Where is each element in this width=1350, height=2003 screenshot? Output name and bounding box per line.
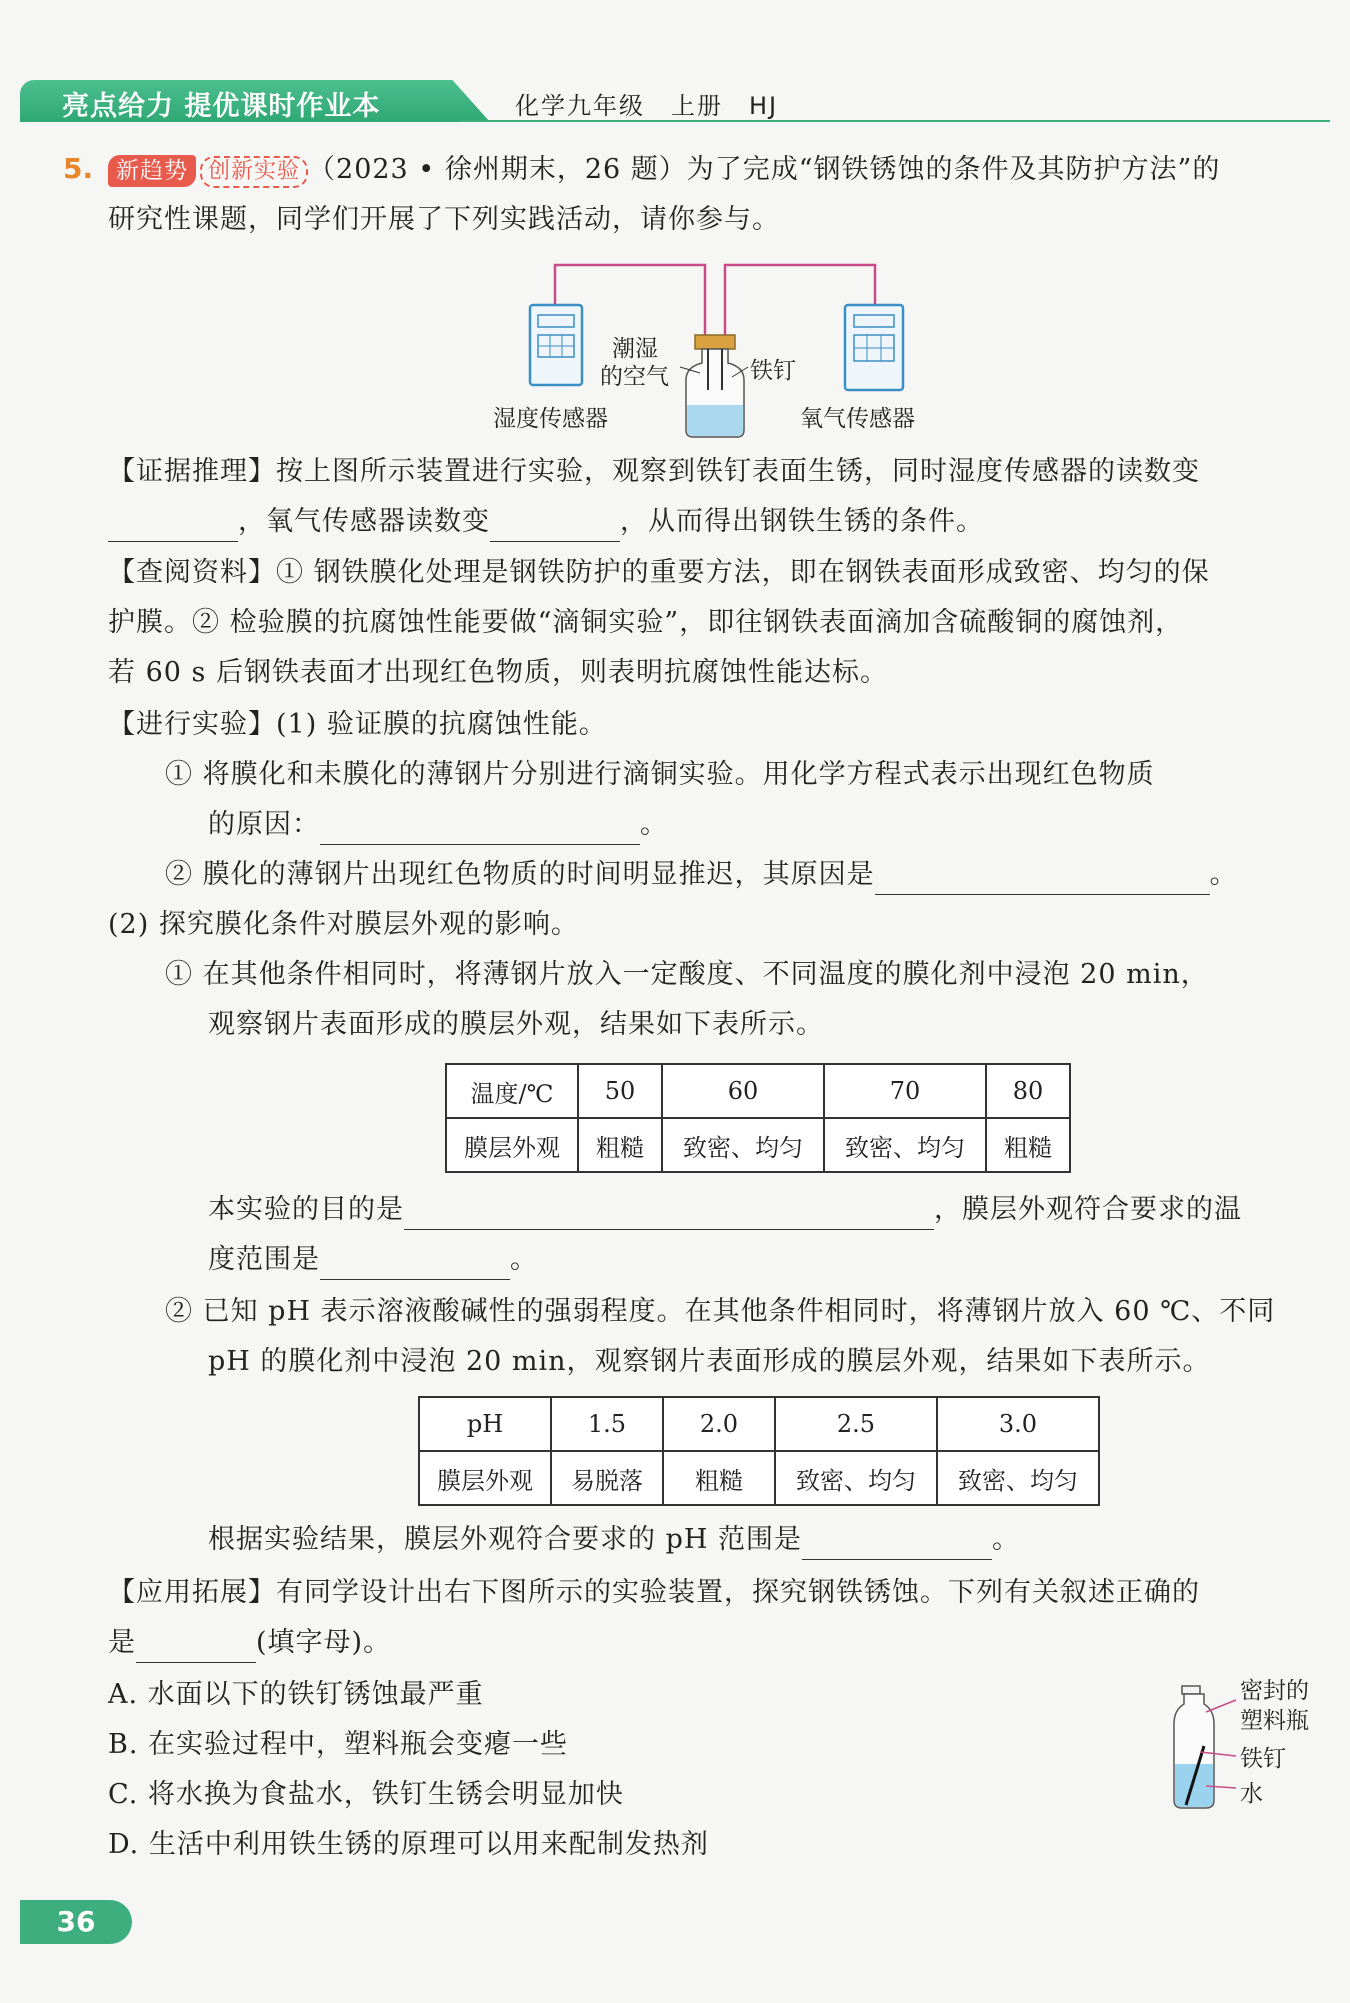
experiment-p4-line2: pH 的膜化剂中浸泡 20 min，观察钢片表面形成的膜层外观，结果如下表所示。 xyxy=(208,1346,1211,1377)
range-end: 。 xyxy=(510,1244,538,1275)
table-row xyxy=(446,1118,1070,1172)
table-cell: 2.0 xyxy=(663,1397,775,1451)
subject-title: 化学九年级 上册 HJ xyxy=(515,92,779,120)
header-divider xyxy=(460,120,1330,122)
sealed-bottle-label-1: 密封的 xyxy=(1240,1678,1309,1704)
option-a[interactable]: A. 水面以下的铁钉锈蚀最严重 xyxy=(108,1679,484,1710)
p2-end: 。 xyxy=(1209,859,1238,890)
question-intro-line1 xyxy=(108,150,1220,190)
table-cell: 粗糙 xyxy=(663,1451,775,1505)
table-row xyxy=(419,1451,1099,1505)
table-cell: 膜层外观 xyxy=(419,1451,551,1505)
bottle-nail-label: 铁钉 xyxy=(1240,1746,1286,1772)
option-b[interactable]: B. 在实验过程中，塑料瓶会变瘪一些 xyxy=(108,1729,569,1760)
ph-table xyxy=(418,1396,1100,1506)
range-text: 度范围是 xyxy=(208,1244,320,1275)
application-line2 xyxy=(108,1623,391,1663)
page-header xyxy=(20,80,1330,122)
table-cell: 易脱落 xyxy=(551,1451,663,1505)
nail-label: 铁钉 xyxy=(750,358,796,384)
table-cell: 致密、均匀 xyxy=(662,1118,824,1172)
experiment-title: 【进行实验】(1) 验证膜的抗腐蚀性能。 xyxy=(108,709,607,740)
series-title: 亮点给力 提优课时作业本 xyxy=(62,91,381,122)
table-cell: 温度/℃ xyxy=(446,1064,578,1118)
experiment-tag: 创新实验 xyxy=(200,156,308,188)
answer-blank-humidity[interactable] xyxy=(108,513,238,542)
table-cell: 粗糙 xyxy=(986,1118,1070,1172)
table-cell: 致密、均匀 xyxy=(824,1118,986,1172)
table-cell: 1.5 xyxy=(551,1397,663,1451)
p1-end: 。 xyxy=(640,809,668,840)
table-cell: 60 xyxy=(662,1064,824,1118)
table-cell: 致密、均匀 xyxy=(937,1451,1099,1505)
table-cell: pH xyxy=(419,1397,551,1451)
table-row xyxy=(419,1397,1099,1451)
lookup-line1: 【查阅资料】① 钢铁膜化处理是钢铁防护的重要方法，即在钢铁表面形成致密、均匀的保 xyxy=(108,557,1210,588)
humidity-sensor-label: 湿度传感器 xyxy=(493,406,608,432)
experiment-p1-line1: ① 将膜化和未膜化的薄钢片分别进行滴铜实验。用化学方程式表示出现红色物质 xyxy=(165,759,1155,790)
p1-prefix: 的原因： xyxy=(208,809,320,840)
option-d[interactable]: D. 生活中利用铁生锈的原理可以用来配制发热剂 xyxy=(108,1829,709,1860)
lookup-line2: 护膜。② 检验膜的抗腐蚀性能要做“滴铜实验”，即往钢铁表面滴加含硫酸铜的腐蚀剂， xyxy=(108,607,1184,638)
table-cell: 3.0 xyxy=(937,1397,1099,1451)
experiment-p4-line1: ② 已知 pH 表示溶液酸碱性的强弱程度。在其他条件相同时，将薄钢片放入 60 ℃、不同 xyxy=(165,1296,1276,1327)
moist-air-label-1: 潮湿 xyxy=(612,336,658,362)
purpose-text-b: ，膜层外观符合要求的温 xyxy=(934,1194,1242,1225)
experiment-p3-line2: 观察钢片表面形成的膜层外观，结果如下表所示。 xyxy=(208,1009,824,1040)
ph-conclusion-text: 根据实验结果，膜层外观符合要求的 pH 范围是 xyxy=(208,1524,802,1555)
purpose-line xyxy=(208,1190,1242,1230)
experiment-p2 xyxy=(165,855,1238,895)
answer-blank-ph-range[interactable] xyxy=(802,1531,992,1560)
page-number: 36 xyxy=(20,1900,132,1944)
answer-blank-reason[interactable] xyxy=(875,866,1210,895)
table-cell: 致密、均匀 xyxy=(775,1451,937,1505)
ph-end: 。 xyxy=(992,1524,1020,1555)
p2-text: ② 膜化的薄钢片出现红色物质的时间明显推迟，其原因是 xyxy=(165,859,875,890)
evidence-text-a: ，氧气传感器读数变 xyxy=(238,506,490,537)
answer-blank-choice[interactable] xyxy=(136,1634,256,1663)
lookup-line3: 若 60 s 后钢铁表面才出现红色物质，则表明抗腐蚀性能达标。 xyxy=(108,657,888,688)
range-line xyxy=(208,1240,538,1280)
question-intro-line2: 研究性课题，同学们开展了下列实践活动，请你参与。 xyxy=(108,204,780,235)
answer-blank-equation[interactable] xyxy=(320,816,640,845)
experiment-p1-line2 xyxy=(208,805,668,845)
trend-tag: 新趋势 xyxy=(108,155,196,187)
sealed-bottle-label-2: 塑料瓶 xyxy=(1240,1708,1309,1734)
purpose-text-a: 本实验的目的是 xyxy=(208,1194,404,1225)
option-c[interactable]: C. 将水换为食盐水，铁钉生锈会明显加快 xyxy=(108,1779,624,1810)
table-cell: 膜层外观 xyxy=(446,1118,578,1172)
experiment-p3-line1: ① 在其他条件相同时，将薄钢片放入一定酸度、不同温度的膜化剂中浸泡 20 min， xyxy=(165,959,1209,990)
application-text-a: 是 xyxy=(108,1627,136,1658)
answer-blank-oxygen[interactable] xyxy=(490,513,620,542)
ph-conclusion-line xyxy=(208,1520,1020,1560)
application-text-b: (填字母)。 xyxy=(256,1627,392,1658)
table-cell: 80 xyxy=(986,1064,1070,1118)
water-label: 水 xyxy=(1240,1781,1263,1807)
table-cell: 50 xyxy=(578,1064,662,1118)
table-cell: 2.5 xyxy=(775,1397,937,1451)
application-line1: 【应用拓展】有同学设计出右下图所示的实验装置，探究钢铁锈蚀。下列有关叙述正确的 xyxy=(108,1577,1200,1608)
answer-blank-purpose[interactable] xyxy=(404,1201,934,1230)
table-cell: 70 xyxy=(824,1064,986,1118)
answer-blank-temp-range[interactable] xyxy=(320,1251,510,1280)
intro-text: （2023 • 徐州期末，26 题）为了完成“钢铁锈蚀的条件及其防护方法”的 xyxy=(308,154,1221,185)
experiment-part2-title: (2) 探究膜化条件对膜层外观的影响。 xyxy=(108,909,579,940)
evidence-line1: 【证据推理】按上图所示装置进行实验，观察到铁钉表面生锈，同时湿度传感器的读数变 xyxy=(108,456,1200,487)
table-cell: 粗糙 xyxy=(578,1118,662,1172)
temperature-table xyxy=(445,1063,1071,1173)
moist-air-label-2: 的空气 xyxy=(600,364,669,390)
evidence-line2 xyxy=(108,502,984,542)
table-row xyxy=(446,1064,1070,1118)
oxygen-sensor-label: 氧气传感器 xyxy=(800,406,915,432)
bottle-diagram xyxy=(1160,1660,1240,1820)
question-number: 5. xyxy=(63,152,94,185)
evidence-text-b: ，从而得出钢铁生锈的条件。 xyxy=(620,506,984,537)
